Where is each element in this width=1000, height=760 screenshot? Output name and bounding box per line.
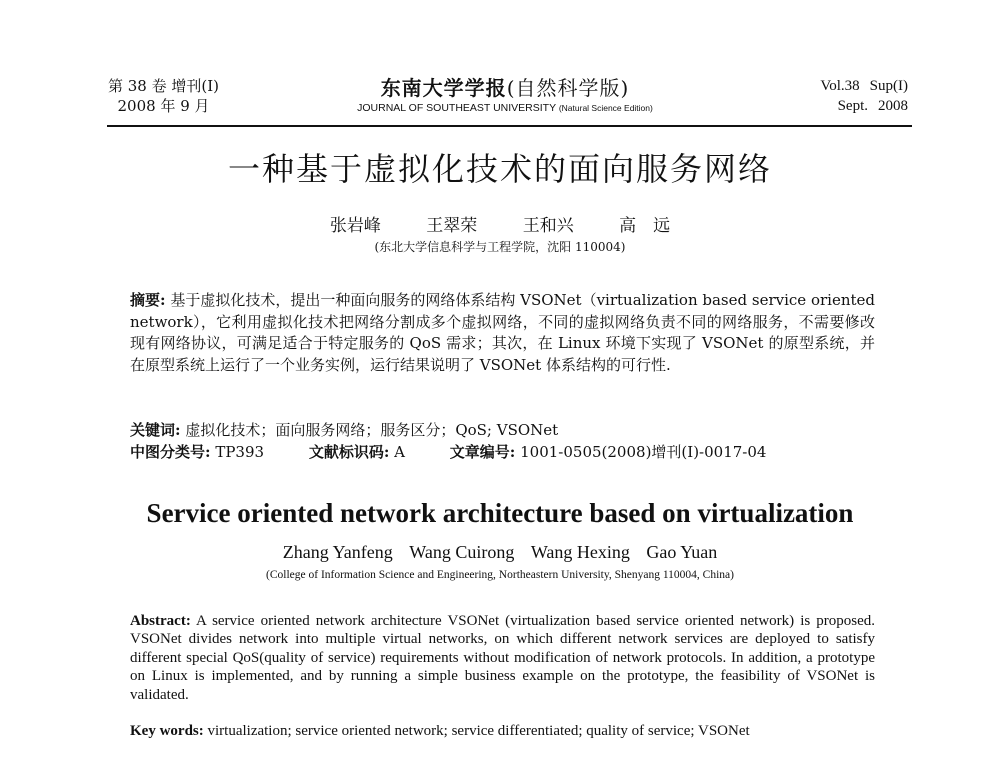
volume-number: Vol.38 (820, 78, 860, 94)
journal-name (100, 76, 910, 116)
doc-code-label: 文献标识码: (308, 443, 390, 461)
authors-cn (0, 214, 1000, 238)
author-en: Gao Yuan (646, 542, 718, 562)
abstract-cn-text: 基于虚拟化技术，提出一种面向服务的网络体系结构 VSONet（virtualization based service oriented network），它利用虚拟化技术把网络分割成多个虚拟网络，不同的虚拟网络负责不同的网络服务，不需要修改现有网络协议，可满足适合于特定服务的 QoS 需求；其次，在 Linux 环境下实现了 VSONet 的原型系统，并在原型系统上运行了一个业务实例，运行结果说明了 VSONet 体系结构的可行性. (130, 291, 875, 374)
clc-value: TP393 (215, 443, 265, 461)
article-no-value: 1001-0505(2008)增刊(I)-0017-04 (520, 443, 767, 461)
author-en: Wang Hexing (530, 542, 630, 562)
issue-date: 2008 年 9 月 (117, 97, 210, 115)
doc-code-value: A (394, 443, 406, 461)
journal-name-en (100, 100, 910, 116)
keywords-cn-text: 虚拟化技术；面向服务网络；服务区分；QoS; VSONet (185, 421, 559, 439)
running-header (100, 76, 910, 120)
keywords-cn (130, 420, 875, 441)
header-rule (107, 125, 912, 127)
volume-info (820, 76, 908, 116)
abstract-cn (130, 290, 875, 376)
year: 2008 (878, 98, 908, 114)
journal-name-cn (100, 76, 910, 100)
author-en: Wang Cuirong (409, 542, 515, 562)
journal-name-cn-suffix: (自然科学版) (506, 76, 630, 100)
author-cn: 高 远 (619, 216, 671, 236)
affiliation-cn: (东北大学信息科学与工程学院，沈阳 110004) (374, 240, 626, 254)
keywords-cn-label: 关键词: (130, 421, 181, 439)
issue-volume: 第 38 卷 增刊(I) (108, 77, 220, 95)
keywords-en (130, 722, 875, 740)
author-cn: 张岩峰 (329, 216, 381, 236)
author-cn: 王翠荣 (426, 216, 478, 236)
journal-name-cn-main: 东南大学学报 (380, 76, 507, 100)
author-en: Zhang Yanfeng (282, 542, 393, 562)
abstract-cn-label: 摘要: (130, 291, 166, 309)
title-cn: 一种基于虚拟化技术的面向服务网络 (227, 150, 772, 188)
article-no-label: 文章编号: (449, 443, 516, 461)
keywords-en-label: Key words: (130, 723, 204, 739)
month: Sept. (837, 98, 868, 114)
abstract-en-label: Abstract: (130, 613, 191, 629)
clc-label: 中图分类号: (130, 443, 211, 461)
classification-line (130, 442, 875, 463)
author-cn: 王和兴 (522, 216, 574, 236)
journal-name-en-suffix: (Natural Science Edition) (558, 103, 653, 113)
affiliation-en: (College of Information Science and Engineering, Northeastern University, Shenyang 110004, China) (266, 569, 734, 581)
supplement: Sup(I) (869, 78, 908, 94)
title-en: Service oriented network architecture based on virtualization (146, 498, 854, 528)
journal-name-en-main: JOURNAL OF SOUTHEAST UNIVERSITY (357, 102, 556, 114)
abstract-en (130, 612, 875, 704)
abstract-en-text: A service oriented network architecture VSONet (virtualization based service oriented network) is proposed. VSONet divides network into multiple virtual networks, on which different network services are deployed to satisfy different special QoS(quality of service) requirements without modification of network protocols. In addition, a prototype on Linux is implemented, and by running a simple business example on the prototype, the feasibility of VSONet is validated. (130, 613, 875, 703)
keywords-en-text: virtualization; service oriented network; service differentiated; quality of service; VSONet (207, 723, 750, 739)
authors-en (0, 540, 1000, 564)
